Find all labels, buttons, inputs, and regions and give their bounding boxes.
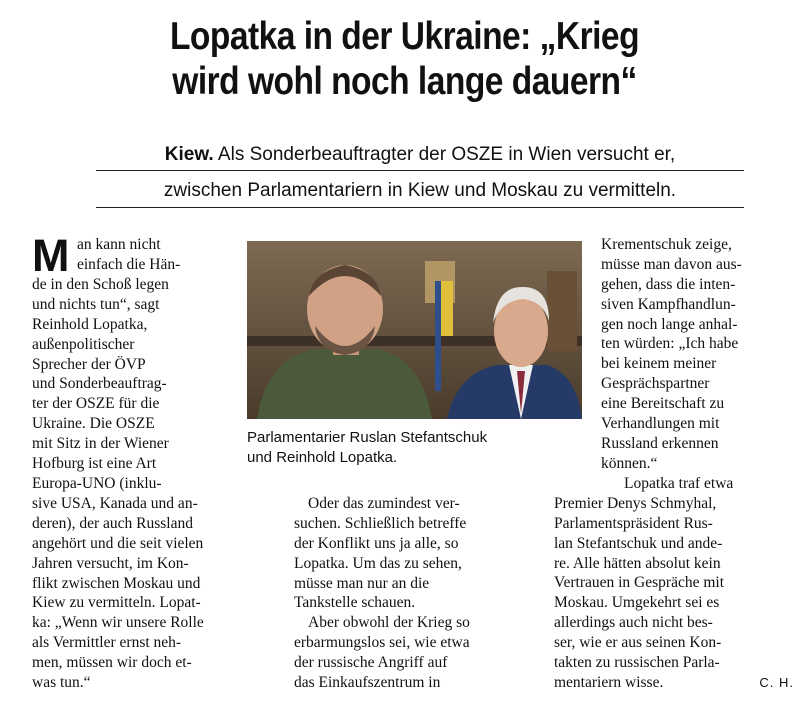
column-1-line: angehört und die seit vielen — [32, 534, 204, 552]
column-3-line: re. Alle hätten absolut kein — [554, 554, 721, 572]
column-2-line: der russische Angriff auf — [294, 654, 448, 672]
intro-line-1 — [96, 144, 744, 166]
column-3-line: Russland erkennen — [601, 434, 719, 452]
column-3-top — [601, 235, 796, 474]
column-3-line: takten zu russischen Parla- — [554, 654, 720, 672]
column-3-line: Krementschuk zeige, — [601, 236, 732, 253]
column-1-line: Reinhold Lopatka, — [32, 315, 148, 333]
column-3-last-line — [554, 673, 796, 693]
column-1-line: Hofburg ist eine Art — [32, 455, 157, 473]
column-1-line: außenpolitischer — [32, 335, 135, 353]
headline-line-1: Lopatka in der Ukraine: „Krieg — [169, 15, 640, 58]
article-headline — [57, 14, 753, 104]
intro-text-1: Als Sonderbeauftragter der OSZE in Wien versucht er, — [213, 144, 676, 165]
column-1-continued — [32, 275, 222, 494]
column-1-line: mit Sitz in der Wiener — [32, 435, 169, 453]
column-3-line: Premier Denys Schmyhal, — [554, 494, 717, 512]
column-1-line: deren), der auch Russland — [32, 514, 193, 532]
column-3-line: bei keinem meiner — [601, 355, 717, 373]
column-3-line: Lopatka traf etwa — [624, 475, 734, 492]
article-photo — [247, 241, 582, 419]
column-2-line: Lopatka. Um das zu sehen, — [294, 554, 462, 572]
column-1-line: Ukraine. Die OSZE — [32, 415, 155, 433]
column-1-line: flikt zwischen Moskau und — [32, 574, 201, 592]
column-1-wide — [32, 494, 274, 693]
column-1-line: als Vermittler ernst neh- — [32, 634, 182, 652]
intro-divider-1 — [96, 170, 744, 171]
column-2-line: Aber obwohl der Krieg so — [308, 614, 470, 632]
column-3-bottom — [554, 474, 796, 693]
column-1-line: ka: „Wenn wir unsere Rolle — [32, 614, 204, 632]
column-1-line: Europa-UNO (inklu- — [32, 474, 162, 492]
photo-illustration — [247, 241, 582, 419]
column-1-line: sive USA, Kanada und an- — [32, 495, 198, 512]
column-2-line: Tankstelle schauen. — [294, 594, 416, 612]
drop-cap: M — [32, 230, 70, 281]
caption-line-2: und Reinhold Lopatka. — [247, 449, 398, 466]
column-3-line: Parlamentspräsident Rus- — [554, 514, 713, 532]
column-3-line: können.“ — [601, 454, 658, 472]
column-2-line: das Einkaufszentrum in — [294, 674, 441, 692]
column-1-line: ter der OSZE für die — [32, 395, 160, 413]
column-3-line: lan Stefantschuk und ande- — [554, 534, 723, 552]
column-3-line: Moskau. Umgekehrt sei es — [554, 594, 720, 612]
column-2-line: der Konflikt uns ja alle, so — [294, 534, 459, 552]
author-initials: C. H. — [759, 674, 794, 690]
intro-line-2: zwischen Parlamentariern in Kiew und Moskau zu vermitteln. — [163, 180, 677, 201]
intro-divider-2 — [96, 207, 744, 208]
column-2-line: Oder das zumindest ver- — [308, 495, 460, 512]
headline-line-2: wird wohl noch lange dauern“ — [172, 60, 637, 103]
column-3-line: allerdings auch nicht bes- — [554, 614, 713, 632]
column-1-line: Jahren versucht, im Kon- — [32, 554, 189, 572]
column-3-line: ten würden: „Ich habe — [601, 335, 739, 353]
column-3-line: Gesprächspartner — [601, 375, 710, 393]
column-3-line: siven Kampfhandlun- — [601, 295, 736, 313]
column-2 — [294, 494, 534, 693]
column-1-line: und nichts tun“, sagt — [32, 295, 160, 313]
column-1-line: Sprecher der ÖVP — [32, 355, 146, 373]
column-3-line: gen noch lange anhal- — [601, 315, 738, 333]
column-2-line: erbarmungslos sei, wie etwa — [294, 634, 470, 652]
column-3-line: gehen, dass die inten- — [601, 275, 736, 293]
column-1-line: an kann nicht — [77, 236, 161, 253]
column-1-line: einfach die Hän- — [77, 255, 181, 273]
photo-caption — [247, 428, 582, 468]
intro-place: Kiew. — [164, 144, 214, 165]
column-1-line: was tun.“ — [32, 674, 91, 692]
column-2-line: müsse man nur an die — [294, 574, 430, 592]
column-1-line: Kiew zu vermitteln. Lopat- — [32, 594, 201, 612]
column-3-line: Vertrauen in Gespräche mit — [554, 574, 725, 592]
column-1-line: und Sonderbeauftrag- — [32, 375, 167, 393]
caption-line-1: Parlamentarier Ruslan Stefantschuk — [247, 429, 488, 446]
column-3-line: eine Bereitschaft zu — [601, 395, 725, 413]
column-3-line: Verhandlungen mit — [601, 415, 720, 433]
column-1-line: men, müssen wir doch et- — [32, 654, 192, 672]
column-3-line: müsse man davon aus- — [601, 255, 742, 273]
column-1-line: de in den Schoß legen — [32, 276, 169, 293]
column-3-line: mentariern wisse. — [554, 673, 664, 691]
column-2-line: suchen. Schließlich betreffe — [294, 514, 467, 532]
column-3-line: ser, wie er aus seinen Kon- — [554, 634, 722, 652]
column-1 — [77, 235, 222, 275]
